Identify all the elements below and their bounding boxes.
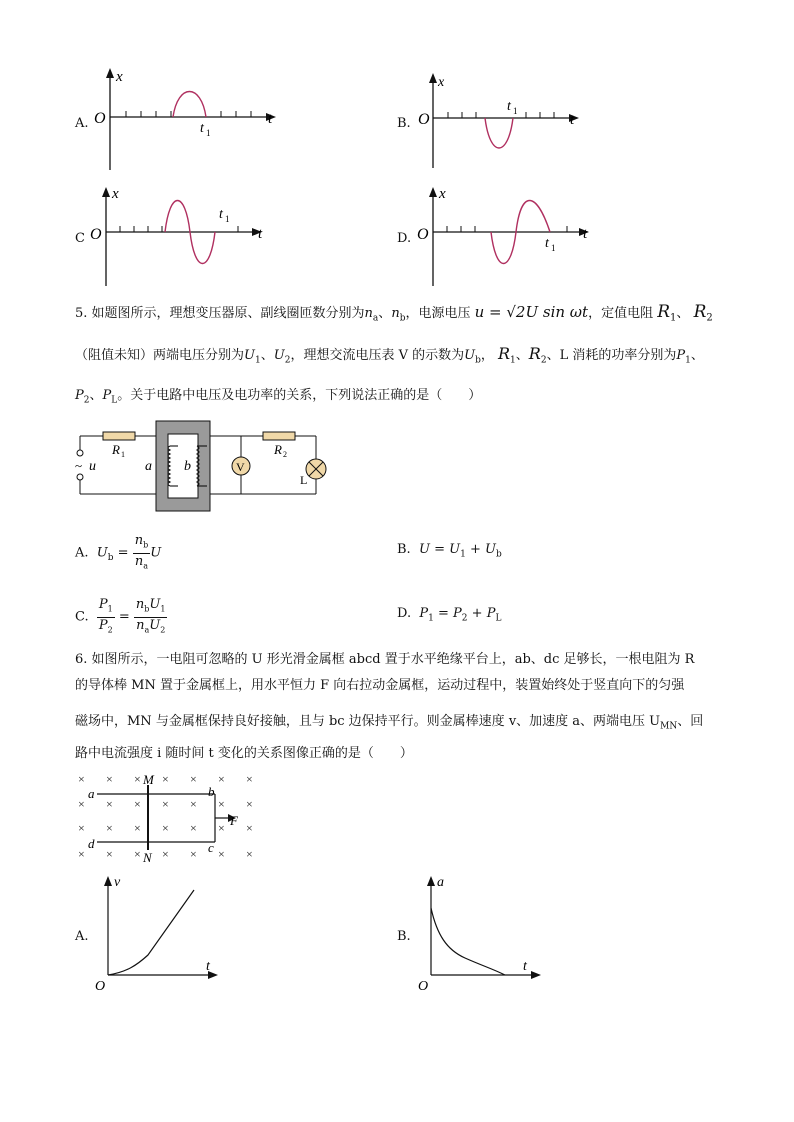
svg-text:R: R xyxy=(274,442,282,457)
svg-text:c: c xyxy=(208,840,214,855)
q6-line3: 磁场中，MN 与金属框保持良好接触，且与 bc 边保持平行。则金属棒速度 v、加速度 a、两端电压 $U_{MN}$、回 xyxy=(75,714,704,732)
svg-text:a: a xyxy=(88,786,95,801)
svg-text:v: v xyxy=(114,875,121,890)
field-cross: × xyxy=(218,821,225,835)
svg-text:1: 1 xyxy=(551,243,556,253)
svg-text:O: O xyxy=(90,226,102,243)
svg-text:a: a xyxy=(145,459,152,474)
q5-circuit-diagram xyxy=(70,418,340,518)
svg-text:t: t xyxy=(258,226,263,242)
field-cross: × xyxy=(78,847,85,861)
svg-text:t: t xyxy=(570,112,575,128)
resistor-r2 xyxy=(263,432,295,440)
field-cross: × xyxy=(162,847,169,861)
svg-text:t: t xyxy=(583,226,588,242)
svg-text:O: O xyxy=(417,226,429,243)
q6-line2: 的导体棒 MN 置于金属框上，用水平恒力 F 向右拉动金属框，运动过程中，装置始终处于竖直向下的匀强 xyxy=(75,678,685,693)
svg-text:2: 2 xyxy=(283,450,287,459)
q5-option-d: D. $P_1 = P_2 + P_L$ xyxy=(397,606,502,624)
svg-text:t: t xyxy=(206,959,210,974)
svg-text:~: ~ xyxy=(75,458,83,473)
q5-formula: u = √2U sin ωt xyxy=(474,303,589,321)
q5-option-a: A. $U_b$ = $\frac{n_b}{n_a}$ U xyxy=(75,533,162,571)
svg-text:t: t xyxy=(545,236,549,251)
field-cross: × xyxy=(134,847,141,861)
field-cross: × xyxy=(162,821,169,835)
q4-graph-a xyxy=(90,65,280,175)
t-axis-label: t xyxy=(268,111,273,127)
svg-text:R: R xyxy=(112,442,120,457)
q4-option-b-letter: B. xyxy=(397,116,411,131)
svg-text:1: 1 xyxy=(513,106,518,116)
svg-text:F: F xyxy=(230,813,238,828)
q4-option-a-letter: A. xyxy=(75,116,89,131)
svg-text:O: O xyxy=(95,979,106,992)
q6-option-a-letter: A. xyxy=(75,929,89,944)
svg-text:1: 1 xyxy=(121,450,125,459)
field-cross: × xyxy=(190,821,197,835)
origin-label: O xyxy=(94,110,106,127)
svg-text:d: d xyxy=(88,836,95,851)
field-cross: × xyxy=(134,821,141,835)
svg-text:t: t xyxy=(523,959,527,974)
q6-graph-b xyxy=(415,870,545,992)
svg-text:O: O xyxy=(418,979,429,992)
q5-line2: （阻值未知）两端电压分别为$U_1$、$U_2$，理想交流电压表 V 的示数为$U_b$， $R_1$、$R_2$、L 消耗的功率分别为$P_1$、 xyxy=(75,344,704,366)
svg-text:u: u xyxy=(89,459,96,474)
field-cross: × xyxy=(190,772,197,786)
q6-line4: 路中电流强度 i 随时间 t 变化的关系图像正确的是（ ） xyxy=(75,746,413,761)
field-cross: × xyxy=(190,847,197,861)
field-cross: × xyxy=(106,772,113,786)
field-cross: × xyxy=(246,797,253,811)
q4-option-c-letter: C xyxy=(75,231,85,246)
q5-line3: $P_2$、$P_L$。关于电路中电压及电功率的关系，下列说法正确的是（ ） xyxy=(75,388,482,406)
svg-text:t: t xyxy=(219,207,223,222)
field-cross: × xyxy=(78,797,85,811)
q5-option-c: C. $\frac{P_1}{P_2}$ = $\frac{n_bU_1}{n_aU_2}$ xyxy=(75,597,166,635)
svg-text:N: N xyxy=(143,850,152,865)
t1-sub: 1 xyxy=(206,128,211,138)
field-cross: × xyxy=(134,797,141,811)
q6-graph-a xyxy=(92,870,222,992)
svg-text:b: b xyxy=(208,784,215,799)
svg-text:1: 1 xyxy=(225,214,230,224)
svg-text:O: O xyxy=(418,111,430,128)
field-cross: × xyxy=(134,772,141,786)
field-cross: × xyxy=(78,821,85,835)
svg-text:x: x xyxy=(439,186,446,202)
field-cross: × xyxy=(78,772,85,786)
svg-text:V: V xyxy=(236,460,245,474)
field-cross: × xyxy=(218,797,225,811)
field-cross: × xyxy=(106,797,113,811)
q4-graph-d xyxy=(415,182,600,290)
q4-graph-c xyxy=(88,182,278,290)
q6-frame-figure xyxy=(70,770,270,865)
field-cross: × xyxy=(246,821,253,835)
t1-label: t xyxy=(200,121,204,136)
svg-text:b: b xyxy=(184,459,191,474)
field-cross: × xyxy=(218,772,225,786)
x-axis-label: x xyxy=(116,69,123,85)
q6-option-b-letter: B. xyxy=(397,929,411,944)
field-cross: × xyxy=(162,797,169,811)
field-cross: × xyxy=(246,847,253,861)
resistor-r1 xyxy=(103,432,135,440)
field-cross: × xyxy=(106,847,113,861)
q4-option-d-letter: D. xyxy=(397,231,412,246)
svg-text:L: L xyxy=(300,473,308,487)
q4-graph-b xyxy=(415,68,595,173)
field-cross: × xyxy=(190,797,197,811)
svg-text:x: x xyxy=(112,186,119,202)
q5-option-b: B. $U = U_1 + U_b$ xyxy=(397,542,502,560)
svg-text:x: x xyxy=(438,75,445,90)
svg-text:a: a xyxy=(437,875,444,890)
field-cross: × xyxy=(106,821,113,835)
q6-line1: 6. 如图所示，一电阻可忽略的 U 形光滑金属框 abcd 置于水平绝缘平台上，ab、dc 足够长，一根电阻为 R xyxy=(75,652,695,667)
svg-text:t: t xyxy=(507,99,511,114)
field-cross: × xyxy=(246,772,253,786)
svg-text:M: M xyxy=(143,772,154,787)
field-cross: × xyxy=(162,772,169,786)
q5-line1: 5. 如题图所示，理想变压器原、副线圈匝数分别为$n_a$、$n_b$，电源电压 u = √2U sin ωt，定值电阻 $R_1$、 $R_2$ xyxy=(75,302,713,324)
field-cross: × xyxy=(218,847,225,861)
